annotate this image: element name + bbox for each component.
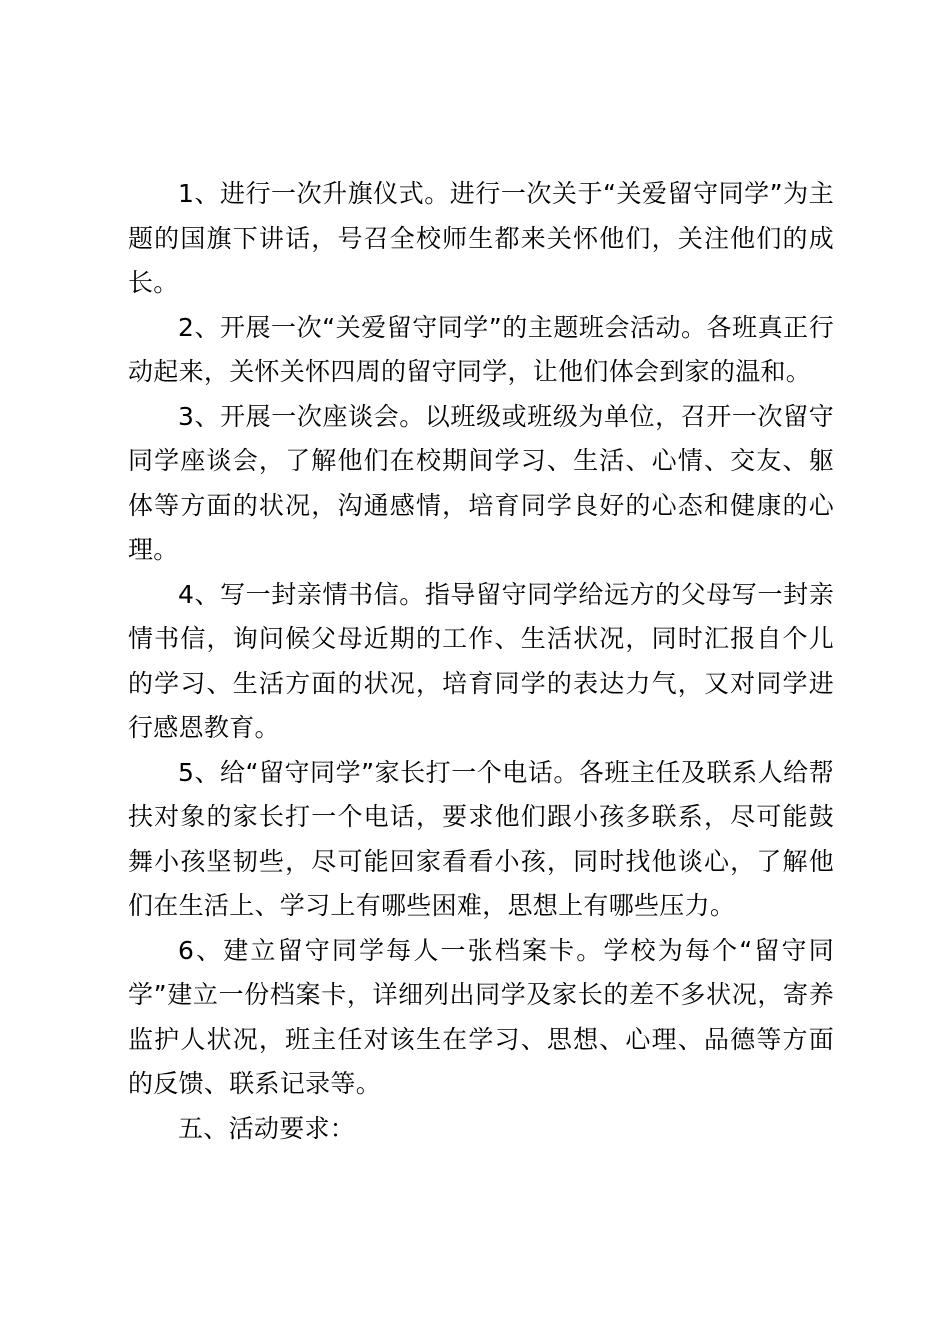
- paragraph-5-phone-call: 5、给“留守同学”家长打一个电话。各班主任及联系人给帮扶对象的家长打一个电话，要求他们跟小孩多联系，尽可能鼓舞小孩坚韧些，尽可能回家看看小孩，同时找他谈心，了解他们在生活上、学习上有哪些困难，思想上有哪些压力。: [128, 757, 834, 920]
- section-heading-activity-requirements: 五、活动要求：: [178, 1113, 356, 1143]
- paragraph-3-symposium: 3、开展一次座谈会。以班级或班级为单位，召开一次留守同学座谈会，了解他们在校期间学习、生活、心情、交友、躯体等方面的状况，沟通感情，培育同学良好的心态和健康的心理。: [128, 401, 834, 564]
- paragraph-4-family-letter: 4、写一封亲情书信。指导留守同学给远方的父母写一封亲情书信，询问候父母近期的工作、生活状况，同时汇报自个儿的学习、生活方面的状况，培育同学的表达力气，又对同学进行感恩教育。: [128, 579, 834, 742]
- paragraph-6-archive-card: 6、建立留守同学每人一张档案卡。学校为每个“留守同学”建立一份档案卡，详细列出同学及家长的差不多状况，寄养监护人状况，班主任对该生在学习、思想、心理、品德等方面的反馈、联系记录等。: [128, 935, 834, 1098]
- paragraph-2-class-meeting: 2、开展一次“关爱留守同学”的主题班会活动。各班真正行动起来，关怀关怀四周的留守同学，让他们体会到家的温和。: [128, 312, 834, 386]
- paragraph-1-flag-ceremony: 1、进行一次升旗仪式。进行一次关于“关爱留守同学”为主题的国旗下讲话，号召全校师生都来关怀他们，关注他们的成长。: [128, 179, 834, 297]
- document-body: [128, 172, 834, 1151]
